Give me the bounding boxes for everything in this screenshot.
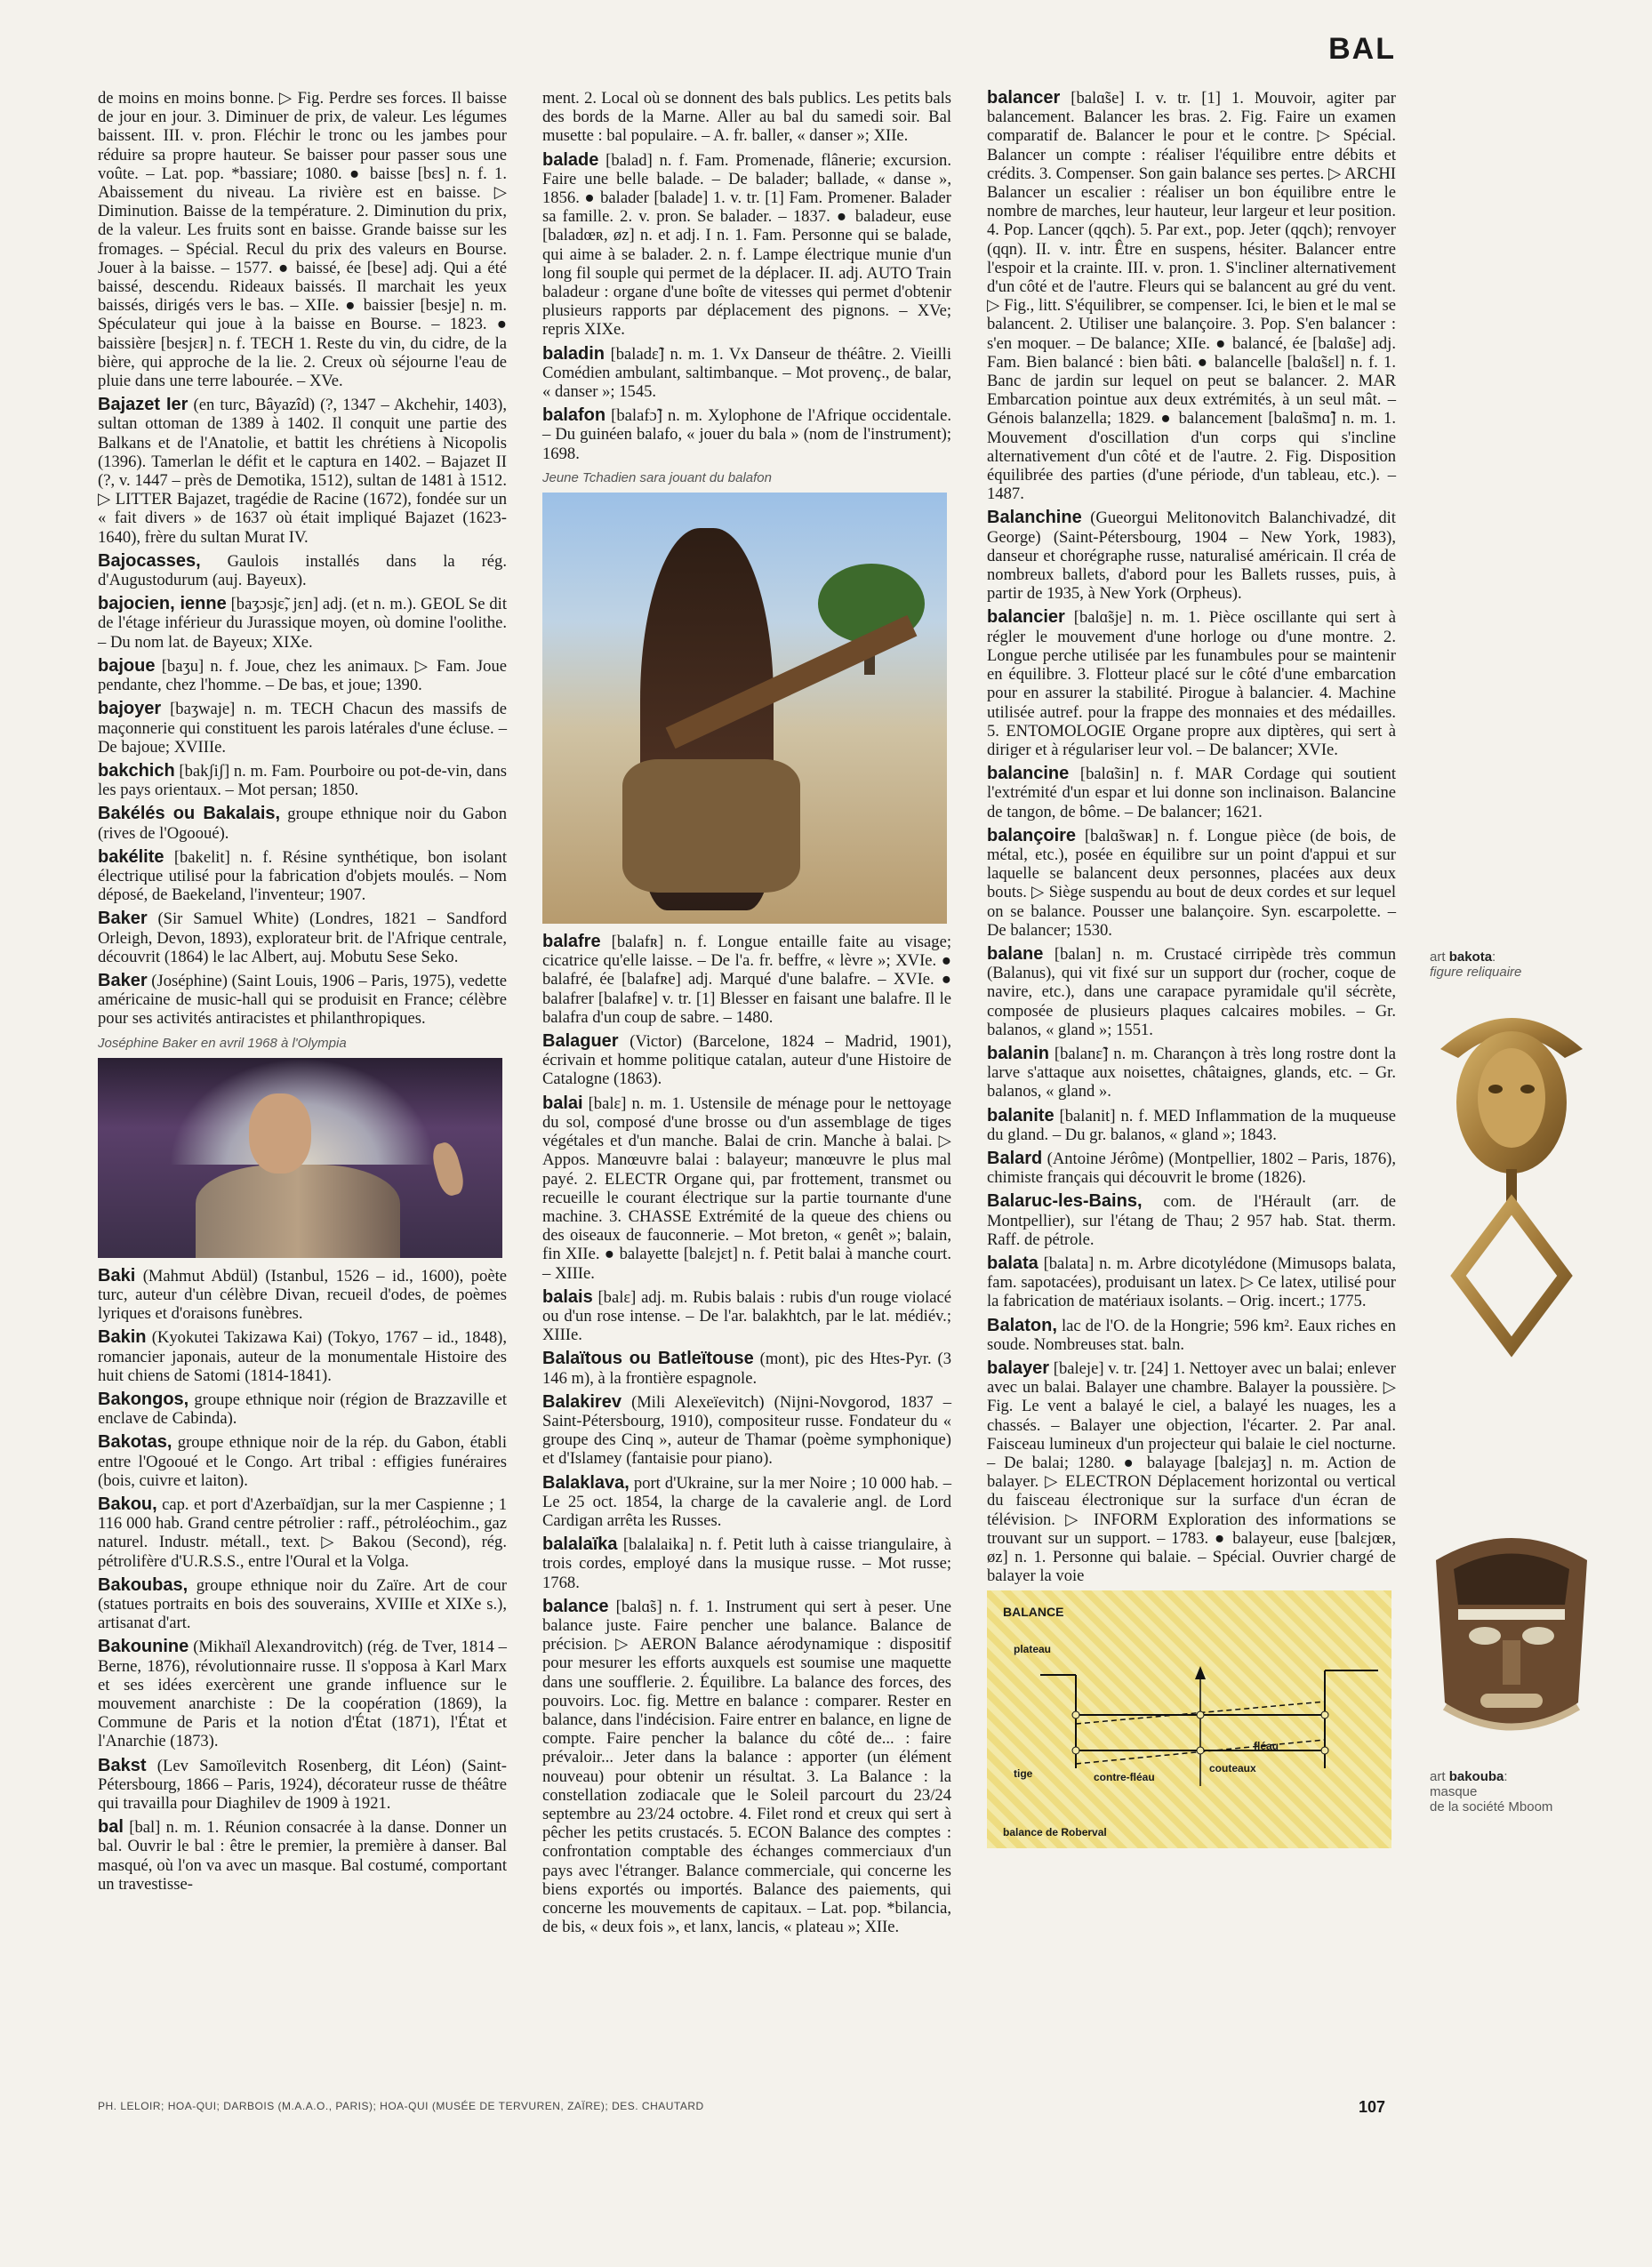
guide-word: BAL <box>1328 32 1396 66</box>
definition: [baleje] v. tr. [24] 1. Nettoyer avec un balai; enlever avec un balai. Balayer une chambre. Balayer la poussière. ▷ Fig. Le vent a balayé le ciel, a balayé les nuages, les a chassés. – Balayer une objection, l'écarter. 2. Par anal. Faisceau lumineux d'un projecteur qui balaie le ciel nocturne. – De balai; 1280. ● balayage [balɛjaʒ] n. m. Action de balayer. ▷ ELECTRON Déplacement horizontal ou vertical du faisceau électronique sur la surface d'un écran de télévision. ▷ INFORM Exploration des informations se trouvant sur un support. – 1783. ● balayeur, euse [balɛjœʀ, øz] n. 1. Personne qui balaie. – Spécial. Ouvrier chargé de balayer la voie <box>987 1359 1396 1586</box>
headword: balancier <box>987 607 1065 628</box>
definition: groupe ethnique noir de la rép. du Gabon, établi entre l'Ogooué et le Congo. Art tribal : effigies funéraires (bois, cuivre et laiton). <box>98 1433 507 1490</box>
art-caption-line2: masque <box>1430 1784 1478 1799</box>
entry <box>542 1393 951 1469</box>
face <box>249 1093 311 1174</box>
headword: balalaïka <box>542 1534 618 1555</box>
entry <box>98 1390 507 1428</box>
definition: (Kyokutei Takizawa Kai) (Tokyo, 1767 – id., 1848), romancier japonais, auteur de la monumentale Histoire des huit chiens de Satomi (1814-1841). <box>98 1328 507 1385</box>
definition: (Joséphine) (Saint Louis, 1906 – Paris, 1975), vedette américaine de music-hall qui se produisit en France; célèbre pour ses activités antiracistes et philanthropiques. <box>98 971 507 1029</box>
headword: Balakirev <box>542 1391 622 1412</box>
headword: Bakounine <box>98 1637 189 1657</box>
wrap-cloth <box>622 759 800 893</box>
definition: [balalaika] n. f. Petit luth à caisse triangulaire, à trois cordes, employé dans la musique russe. – Mot russe; 1768. <box>542 1535 951 1592</box>
entry <box>987 1359 1396 1585</box>
entry <box>542 1598 951 1937</box>
entry <box>98 552 507 589</box>
entry <box>542 1288 951 1345</box>
headword: Baker <box>98 909 148 929</box>
headword: balata <box>987 1253 1039 1273</box>
art-caption-colon: : <box>1504 1769 1508 1784</box>
definition: [balanɛ̃] n. m. Charançon à très long rostre dont la larve s'attaque aux noisettes, châtaignes, glands, etc. – Gr. balanos, « gland ». <box>987 1044 1396 1101</box>
headword: Bakin <box>98 1327 147 1348</box>
headword: Bakoubas, <box>98 1574 188 1595</box>
entry <box>542 1535 951 1592</box>
label-contre-fleau: contre-fléau <box>1094 1771 1155 1784</box>
headword: Bakou, <box>98 1494 157 1514</box>
headword: balancine <box>987 764 1070 784</box>
art-caption-colon: : <box>1492 949 1496 965</box>
dress <box>196 1165 400 1258</box>
balance-diagram-drawing <box>987 1590 1391 1848</box>
definition: Gaulois installés dans la rég. d'Augustodurum (auj. Bayeux). <box>98 551 507 590</box>
entry <box>987 1254 1396 1311</box>
entry <box>98 848 507 905</box>
definition: [bakʃiʃ] n. m. Fam. Pourboire ou pot-de-vin, dans les pays orientaux. – Mot persan; 1850. <box>98 761 507 800</box>
raised-hand <box>429 1140 468 1198</box>
art-caption-prefix: art <box>1430 1769 1446 1784</box>
page-number: 107 <box>1359 2098 1386 2116</box>
headword: Balaïtous ou Batleïtouse <box>542 1349 754 1369</box>
definition: [balafʀ] n. f. Longue entaille faite au visage; cicatrice qu'elle laisse. – De l'a. fr. beffre, « lèvre »; XVIe. ● balafré, ée [balafʀe] adj. Marqué d'une balafre. – XVIe. ● balafrer [balafʀe] v. tr. [1] Blesser en faisant une balafre. Il le balafra d'un coup de sabre. – 1480. <box>542 933 951 1027</box>
definition: [balɑ̃sin] n. f. MAR Cordage qui soutient l'extrémité d'un espar et lui donne son inclinaison. Balancine de tangon, de bôme. – De balancer; 1621. <box>987 765 1396 821</box>
definition: (Sir Samuel White) (Londres, 1821 – Sandford Orleigh, Devon, 1893), explorateur brit. de l'Afrique centrale, découvrit (1864) le lac Albert, auj. Mobutu Sese Seko. <box>98 909 507 966</box>
entry <box>542 1350 951 1387</box>
headword: balancer <box>987 88 1061 108</box>
label-tige: tige <box>1014 1767 1033 1781</box>
entry <box>98 595 507 652</box>
definition: (Gueorgui Melitonovitch Balanchivadzé, dit George) (Saint-Pétersbourg, 1904 – New York, 1983), danseur et chorégraphe russe, naturalisé américain. Il créa de nombreux ballets, d'abord pour les Ballets russes, puis, à partir de 1935, à New York (Orpheus). <box>987 509 1396 604</box>
art-caption-prefix: art <box>1430 949 1446 965</box>
headword: balanin <box>987 1043 1050 1063</box>
headword: balançoire <box>987 825 1077 845</box>
art-caption-line3: de la société Mboom <box>1430 1799 1553 1814</box>
diagram-title: BALANCE <box>1003 1605 1064 1620</box>
entry <box>542 151 951 340</box>
definition: (Mahmut Abdül) (Istanbul, 1526 – id., 1600), poète turc, auteur d'un célèbre Divan, recueil d'odes, de poèmes lyriques et d'oraisons funèbres. <box>98 1266 507 1324</box>
column-2 <box>542 89 951 1942</box>
bakota-reliquary-figure <box>1414 996 1609 1369</box>
art-caption-bakota <box>1430 949 1521 980</box>
headword: balane <box>987 943 1044 964</box>
headword: Bajocasses, <box>98 550 201 571</box>
entry <box>98 1267 507 1324</box>
entry-continuation: de moins en moins bonne. ▷ Fig. Perdre ses forces. Il baisse de jour en jour. 3. Diminuer de prix, de valeur. Les légumes baissent. III. v. pron. Fléchir le tronc ou les jambes pour réduire sa propre hauteur. Se baisser pour passer sous une voûte. – Lat. pop. *bassiare; 1080. ● baisse [bɛs] n. f. 1. Abaissement du niveau. La rivière est en baisse. ▷ Diminution. Baisse de la température. 2. Diminution du prix, de la valeur. Les fruits sont en baisse. Grande baisse sur les fromages. – Spécial. Recul du prix des valeurs en Bourse. Jouer à la baisse. – 1577. ● baissé, ée [bese] adj. Qui a été baissé, descendu. Rideaux baissés. Il marchait les yeux baissés, dirigés vers le bas. – XIIe. ● baissier [besje] n. m. Spéculateur qui joue à la baisse en Bourse. – 1823. ● baissière [besjɛʀ] n. f. TECH 1. Reste du vin, du cidre, de la bière, qui approche de la lie. 2. Creux où séjourne l'eau de pluie dans une terre labourée. – XVe. <box>98 89 507 391</box>
headword: Balard <box>987 1148 1043 1168</box>
headword: Balaton, <box>987 1315 1057 1335</box>
entry <box>542 1032 951 1089</box>
entry <box>987 1317 1396 1354</box>
entry <box>98 1757 507 1814</box>
definition: [balɑ̃se] I. v. tr. [1] 1. Mouvoir, agiter par balancement. Balancer les bras. 2. Fig. Faire un examen comparatif de. Balancer le pour et le contre. ▷ Spécial. Balancer un compte : réaliser l'équilibre entre débits et crédits. 3. Compenser. Son gain balance ses pertes. ▷ ARCHI Balancer un escalier : réaliser un bon équilibre entre le nombre de marches, leur hauteur, leur largeur et leur position. 4. Pop. Lancer (qqch). 5. Par ext., pop. Jeter (qqch); renvoyer (qqn). II. v. intr. Être en suspens, hésiter. Balancer entre l'espoir et la crainte. III. v. pron. 1. S'incliner alternativement d'un côté et de l'autre. Fleurs qui se balancent au gré du vent. ▷ Fig., litt. S'équilibrer, se compenser. Ici, le bien et le mal se balancent. 2. Utiliser une balançoire. 3. Pop. S'en balancer : s'en moquer. – De balance; XIIe. ● balancé, ée [balɑ̃se] adj. Fam. Bien balancé : bien bâti. ● balancelle [balɑ̃sɛl] n. f. 1. Banc de jardin sur lequel on peut se balancer. 2. MAR Embarcation pointue aux deux extrémités, à un seul mât. – Génois balanzella; 1829. ● balancement [balɑ̃smɑ̃] n. m. 1. Mouvement d'oscillation d'un corps qui s'incline alternativement d'un côté et de l'autre. 2. Fig. Disposition équilibrée des parties (d'une période, d'un tableau, etc.). – 1487. <box>987 89 1397 504</box>
headword: baladin <box>542 343 605 364</box>
headword: Baki <box>98 1265 136 1286</box>
headword: bal <box>98 1817 124 1838</box>
definition: [balɑ̃swaʀ] n. f. Longue pièce (de bois, de métal, etc.), posée en équilibre sur un point d'appui et sur laquelle se balancent deux personnes, placées aux deux bouts. ▷ Siège suspendu au bout de deux cordes et sur lequel on se balance. Pousser une balançoire. Syn. escarpolette. – De balancer; 1530. <box>987 826 1397 940</box>
definition: [balɑ̃s] n. f. 1. Instrument qui sert à peser. Une balance juste. Faire pencher une balance. Balance de précision. ▷ AERON Balance aérodynamique : dispositif pour mesurer les efforts auxquels est soumise une maquette dans une soufflerie. 2. Équilibre. La balance des forces, des pouvoirs. Loc. fig. Mettre en balance : comparer. Rester en balance, dans l'indécision. Faire entrer en balance, en ligne de compte. Faire pencher la balance du côté de... : faire prévaloir... Jeter dans la balance : apporter (un élément nouveau) pour obtenir un résultat. 3. La Balance : la constellation zodiacale que le Soleil parcourt du 23/24 septembre au 23/24 octobre. 4. Filet rond et creux qui sert à pêcher les petits crustacés. 5. ECON Balance des comptes : confrontation comptable des échanges commerciaux d'un pays avec l'étranger. Balance commerciale, qui concerne les biens exportés ou importés. Balance des paiements, qui concerne les mouvements de capitaux. – Lat. pop. *bilancia, de bis, « deux fois », et lanx, lancis, « plateau »; XIIe. <box>542 1597 951 1937</box>
entry <box>987 827 1396 940</box>
headword: Balaguer <box>542 1031 619 1052</box>
label-couteaux: couteaux <box>1209 1762 1256 1775</box>
entry <box>987 1045 1396 1101</box>
label-plateau: plateau <box>1014 1643 1052 1656</box>
bakouba-mask <box>1418 1525 1605 1756</box>
definition: (Antoine Jérôme) (Montpellier, 1802 – Paris, 1876), chimiste français qui découvrit le brome (1826). <box>987 1149 1396 1188</box>
headword: Bakongos, <box>98 1389 189 1409</box>
definition: port d'Ukraine, sur la mer Noire ; 10 000 hab. – Le 25 oct. 1854, la charge de la cavalerie angl. de Lord Cardigan arrêta les Russes. <box>542 1473 951 1530</box>
definition: groupe ethnique noir (région de Brazzaville et enclave de Cabinda). <box>98 1390 507 1429</box>
entry <box>987 1192 1396 1249</box>
entry <box>98 657 507 694</box>
entry <box>98 762 507 799</box>
balance-diagram <box>987 1590 1391 1848</box>
entry <box>98 1576 507 1633</box>
headword: balafre <box>542 932 601 952</box>
entry <box>98 1495 507 1571</box>
definition: lac de l'O. de la Hongrie; 596 km². Eaux riches en soude. Nombreuses stat. baln. <box>987 1316 1396 1354</box>
headword: Baker <box>98 970 148 990</box>
art-caption-desc: figure reliquaire <box>1430 965 1522 980</box>
definition: (mont), pic des Htes-Pyr. (3 146 m), à la frontière espagnole. <box>542 1350 951 1388</box>
entry <box>542 1094 951 1283</box>
headword: balafon <box>542 405 606 426</box>
headword: bajoyer <box>98 699 162 719</box>
definition: [balad] n. f. Fam. Promenade, flânerie; excursion. Faire une belle balade. – De balader; ballade, « danse », 1856. ● balader [balade] 1. v. tr. [1] Fam. Promener. Balader sa famille. 2. v. pron. Se balader. – 1837. ● baladeur, euse [baladœʀ, øz] n. et adj. I n. 1. Fam. Personne qui se balade, qui aime à se balader. 2. n. f. Lampe électrique munie d'un long fil souple qui permet de la déplacer. II. adj. AUTO Train baladeur : organe d'une boîte de vitesses qui permet d'obtenir plusieurs rapports par déplacement des pignons. – XVe; repris XIXe. <box>542 150 951 340</box>
entry <box>542 1474 951 1531</box>
definition: [balan] n. m. Crustacé cirripède très commun (Balanus), qui vit fixé sur un support dur (rocher, coque de navire, etc.), dans une carapace pyramidale qu'il sécrète, composée de plusieurs plaques calcaires mobiles. – Gr. balanos, « gland »; 1551. <box>987 944 1396 1039</box>
photo-caption: Jeune Tchadien sara jouant du balafon <box>542 469 772 485</box>
headword: balance <box>542 1596 609 1616</box>
column-3 <box>987 89 1396 1848</box>
headword: Bajazet Ier <box>98 395 188 415</box>
definition: [bal] n. m. 1. Réunion consacrée à la danse. Donner un bal. Ouvrir le bal : être le premier, la première à danser. Bal masqué, où l'on va avec un masque. Bal costumé, comportant un travestisse- <box>98 1818 507 1894</box>
art-caption-name: bakouba <box>1448 1769 1504 1784</box>
definition: cap. et port d'Azerbaïdjan, sur la mer Caspienne ; 1 116 000 hab. Grand centre pétrolier : raff., pétroléochim., gaz naturel. Industr. métall., text. ▷ Bakou (Second), rég. pétrolifère d'U.R.S.S., entre l'Oural et la Volga. <box>98 1494 507 1571</box>
definition: [baladɛ̃] n. m. 1. Vx Danseur de théâtre. 2. Vieilli Comédien ambulant, saltimbanque. – Mot provenç., de balar, « danser »; 1545. <box>542 344 951 402</box>
definition: [balafɔ̃] n. m. Xylophone de l'Afrique occidentale. – Du guinéen balafo, « jouer du bala » (nom de l'instrument); 1698. <box>542 406 951 463</box>
diagram-caption: balance de Roberval <box>1003 1826 1107 1839</box>
headword: balais <box>542 1286 593 1307</box>
headword: bakélite <box>98 846 164 867</box>
definition: [baʒɔsjɛ̃, jɛn] adj. (et n. m.). GEOL Se dit de l'étage inférieur du Jurassique moyen, où domine l'oolithe. – Du nom lat. de Bayeux; XIXe. <box>98 595 508 652</box>
definition: [bakelit] n. f. Résine synthétique, bon isolant électrique utilisé pour la fabrication d'objets moulés. – Nom déposé, de Baekeland, l'inventeur; 1907. <box>98 847 507 905</box>
definition: groupe ethnique noir du Gabon (rives de l'Ogooué). <box>98 805 507 843</box>
headword: bajoue <box>98 655 156 676</box>
headword: balanite <box>987 1105 1055 1125</box>
definition: [balɛ] n. m. 1. Ustensile de ménage pour le nettoyage du sol, composé d'une brosse ou d'un assemblage de tiges végétales et d'un manche. Balai de crin. Manche à balai. ▷ Appos. Manœuvre balai : balayeur; manœuvre le plus mal payé. 2. ELECTR Organe qui, par frottement, transmet ou recueille le courant électrique sur la partie tournante d'une machine. 3. CHASSE Extrémité de la queue des chiens ou des oiseaux de fauconnerie. – Mot breton, « genêt »; balain, fin XIIe. ● balayette [balɛjɛt] n. f. Petit balai à manche court. – XIIIe. <box>542 1093 951 1283</box>
headword: Bakélés ou Bakalais, <box>98 804 281 824</box>
entry <box>987 89 1396 503</box>
headword: Bakst <box>98 1755 147 1775</box>
entry <box>98 396 507 547</box>
photo-credits: PH. LELOIR; HOA-QUI; DARBOIS (M.A.A.O., PARIS); HOA-QUI (MUSÉE DE TERVUREN, ZAÏRE); DES. CHAUTARD <box>98 2100 704 2112</box>
entry <box>987 1150 1396 1187</box>
definition: [baʒwaje] n. m. TECH Chacun des massifs de maçonnerie qui constituent les parois latérales d'une écluse. – De bajoue; XVIIIe. <box>98 700 507 757</box>
entry <box>98 1433 507 1490</box>
entry <box>98 1638 507 1750</box>
entry <box>987 1107 1396 1144</box>
definition: [balata] n. m. Arbre dicotylédone (Mimusops balata, fam. sapotacées), produisant un latex. ▷ Ce latex, utilisé pour la fabrication de matériaux isolants. – Orig. incert.; 1775. <box>987 1254 1396 1311</box>
definition: (en turc, Bâyazîd) (?, 1347 – Akchehir, 1403), sultan ottoman de 1389 à 1402. Il conquit une partie des Balkans et de l'Anatolie, et battit les chrétiens à Nicopolis (1396). Tamerlan le défit et le captura en 1402. – Bajazet II (?, v. 1447 – près de Demotika, 1512), sultan de 1481 à 1512. ▷ LITTER Bajazet, tragédie de Racine (1672), fondée sur un « fait divers » de 1637 où était impliqué Bajazet (1623-1640), frère du sultan Murat IV. <box>98 396 507 547</box>
definition: (Victor) (Barcelone, 1824 – Madrid, 1901), écrivain et homme politique catalan, auteur d'une Histoire de Catalogne (1863). <box>542 1032 951 1089</box>
definition: [balɑ̃sje] n. m. 1. Pièce oscillante qui sert à régler le mouvement d'une horloge ou d'une montre. 2. Longue perche utilisée par les funambules pour se maintenir en équilibre. 3. Flotteur placé sur le côté d'une embarcation pour en assurer la stabilité. Pirogue à balancier. 4. Machine utilisée autref. pour la frappe des monnaies et des médailles. 5. ENTOMOLOGIE Organe propre aux diptères, qui sert à diriger et à régulariser leur vol. – De balancer; XVIe. <box>987 608 1397 759</box>
entry <box>98 972 507 1029</box>
entry <box>987 945 1396 1039</box>
definition: (Lev Samoïlevitch Rosenberg, dit Léon) (Saint-Pétersbourg, 1866 – Paris, 1924), décorateur russe de théâtre qui travailla pour Diaghilev de 1909 à 1921. <box>98 1756 507 1814</box>
headword: Balaklava, <box>542 1472 630 1493</box>
josephine-baker-photo <box>98 1058 502 1258</box>
entry <box>987 608 1396 759</box>
entry <box>542 345 951 402</box>
entry <box>987 509 1396 603</box>
art-caption-bakouba <box>1430 1769 1552 1814</box>
headword: balai <box>542 1093 583 1113</box>
headword: balayer <box>987 1358 1050 1378</box>
definition: [balɛ] adj. m. Rubis balais : rubis d'un rouge violacé ou d'un rose intense. – De l'ar. balakhtch, par le lat. médiév.; XIIIe. <box>542 1287 951 1345</box>
art-caption-name: bakota <box>1448 949 1493 965</box>
entry <box>98 909 507 966</box>
definition: [baʒu] n. f. Joue, chez les animaux. ▷ Fam. Joue pendante, chez l'homme. – De bas, et joue; 1390. <box>98 656 507 695</box>
column-1 <box>98 89 507 1899</box>
entry <box>98 700 507 757</box>
entry <box>987 765 1396 821</box>
definition: [balanit] n. f. MED Inflammation de la muqueuse du gland. – Du gr. balanos, « gland »; 1843. <box>987 1106 1396 1144</box>
photo-caption: Joséphine Baker en avril 1968 à l'Olympia <box>98 1035 347 1051</box>
entry <box>98 1328 507 1385</box>
headword: balade <box>542 149 599 170</box>
entry <box>98 805 507 842</box>
balafon-player-photo <box>542 493 947 924</box>
headword: bajocien, ienne <box>98 594 227 614</box>
headword: Balanchine <box>987 508 1082 528</box>
definition: com. de l'Hérault (arr. de Montpellier), sur l'étang de Thau; 2 957 hab. Stat. therm. Raff. de pétrole. <box>987 1192 1397 1249</box>
label-fleau: fléau <box>1254 1740 1279 1753</box>
entry <box>98 1818 507 1894</box>
entry-continuation: ment. 2. Local où se donnent des bals publics. Les petits bals des bords de la Marne. Aller au bal du samedi soir. Bal musette : bal populaire. – A. fr. baller, « danser »; XIIe. <box>542 89 951 146</box>
headword: Balaruc-les-Bains, <box>987 1191 1143 1212</box>
entry <box>542 933 951 1027</box>
headword: bakchich <box>98 760 175 781</box>
entry <box>542 406 951 463</box>
definition: (Mili Alexeïevitch) (Nijni-Novgorod, 1837 – Saint-Pétersbourg, 1910), compositeur russe. Fondateur du « groupe des Cinq », auteur de Thamar (poème symphonique) et d'Islamey (fantaisie pour piano). <box>542 1392 951 1469</box>
definition: (Mikhaïl Alexandrovitch) (rég. de Tver, 1814 – Berne, 1876), révolutionnaire russe. Il s'opposa à Karl Marx et ses idées exercèrent une grande influence sur le mouvement anarchiste : De la coopération (1869), la Commune de Paris et la notion d'État (1871), l'État et l'Anarchie (1873). <box>98 1638 507 1751</box>
definition: groupe ethnique noir du Zaïre. Art de cour (statues portraits en bois des souverains, XVIIIe et XIXe s.), artisanat d'art. <box>98 1575 507 1633</box>
headword: Bakotas, <box>98 1432 172 1453</box>
